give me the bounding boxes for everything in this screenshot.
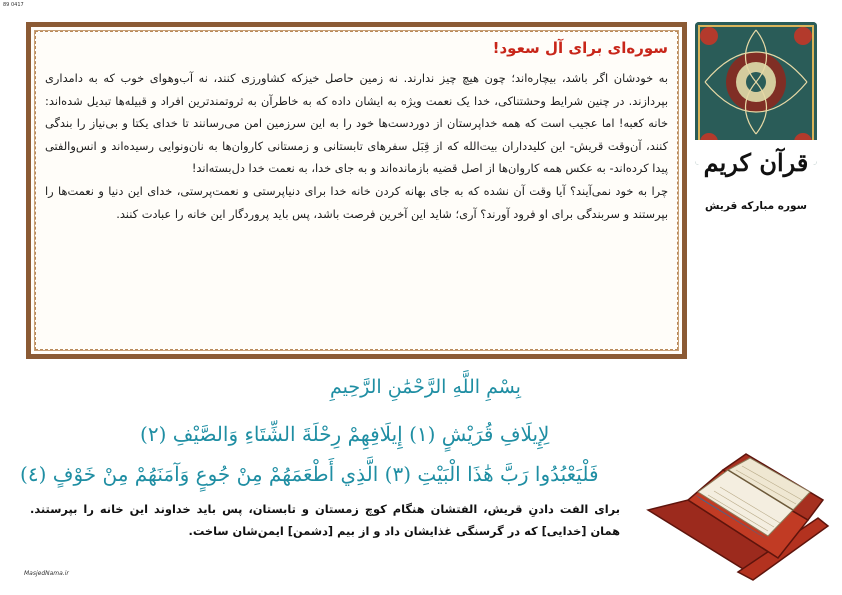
verse-line-1: لِإِيلَافِ قُرَيْشٍ (١) إِيلَافِهِمْ رِحْلَةَ الشِّتَاءِ وَالصَّيْفِ (٢) [140, 422, 550, 446]
surah-name: سوره مبارکه قریش [705, 200, 807, 212]
page-code: 89 0417 [3, 2, 24, 8]
footer-site: MasjedNama.ir [24, 570, 69, 577]
body-paragraph: به خودشان اگر باشد، بیچاره‌اند؛ چون هیچ چیز ندارند. نه زمین حاصل خیزکه کشاورزی کنند، نه آب‌وهوای خوب که به دامداری بپردازند. در چنین شرایط وحشتناکی، خدا یک نعمت ویژه به ایشان داده که به خاطرآن به ثروتمندترین افراد و قبیله‌ها تبدیل شده‌اند: خانه کعبه! اما عجیب است که همه خداپرستان از دوردست‌ها خود را به این سرزمین امن می‌رسانند تا خدای یکتا و بی‌نیاز را بندگی کنند، آن‌وقت قریش- این کلیدداران بیت‌الله که از قِبَل سفرهای تابستانی و زمستانی کاروان‌ها به نان‌ونوایی رسیده‌اند و انس‌والفتی پیدا کرده‌اند- به عکس همه کاروان‌ها از اصل قضیه بازمانده‌اند و به جای خدا، به نعمت خدا دل‌بسته‌اند! [45, 71, 668, 176]
basmala-verse: بِسْمِ اللَّهِ الرَّحْمَٰنِ الرَّحِيمِ [330, 376, 521, 398]
verse-translation: برای الفت دادنِ قریش، الفتشان هنگام کوچ زمستان و تابستان، پس باید خداوند این خانه را بپرستند. همان [خدایی] که در گرسنگی غذایشان داد و از بیم [دشمن] ایمن‌شان ساخت. [30, 502, 620, 538]
body-paragraph: چرا به خود نمی‌آیند؟ آیا وقت آن نشده که به جای بهانه کردن خانه خدا برای دنیاپرستی و نعمت‌پرستی، خدای این دنیا و نعمت‌ها را بپرستند و سربندگی برای او فرود آورند؟ آری؛ شاید این آخرین فرصت باشد، پس باید پروردگار این خانه را عبادت کنند. [45, 183, 668, 221]
verse-line-2: فَلْيَعْبُدُوا رَبَّ هَٰذَا الْبَيْتِ (٣) الَّذِي أَطْعَمَهُمْ مِنْ جُوعٍ وَآمَنَهُمْ مِنْ خَوْفٍ (٤) [20, 462, 599, 486]
article-frame [26, 22, 687, 359]
islamic-ornament-icon [695, 22, 817, 165]
quran-logo: قرآن کریم [703, 148, 809, 177]
article-title: سوره‌ای برای آل سعود! [492, 39, 668, 57]
quran-on-stand-icon [628, 440, 836, 582]
article-body [45, 67, 668, 225]
